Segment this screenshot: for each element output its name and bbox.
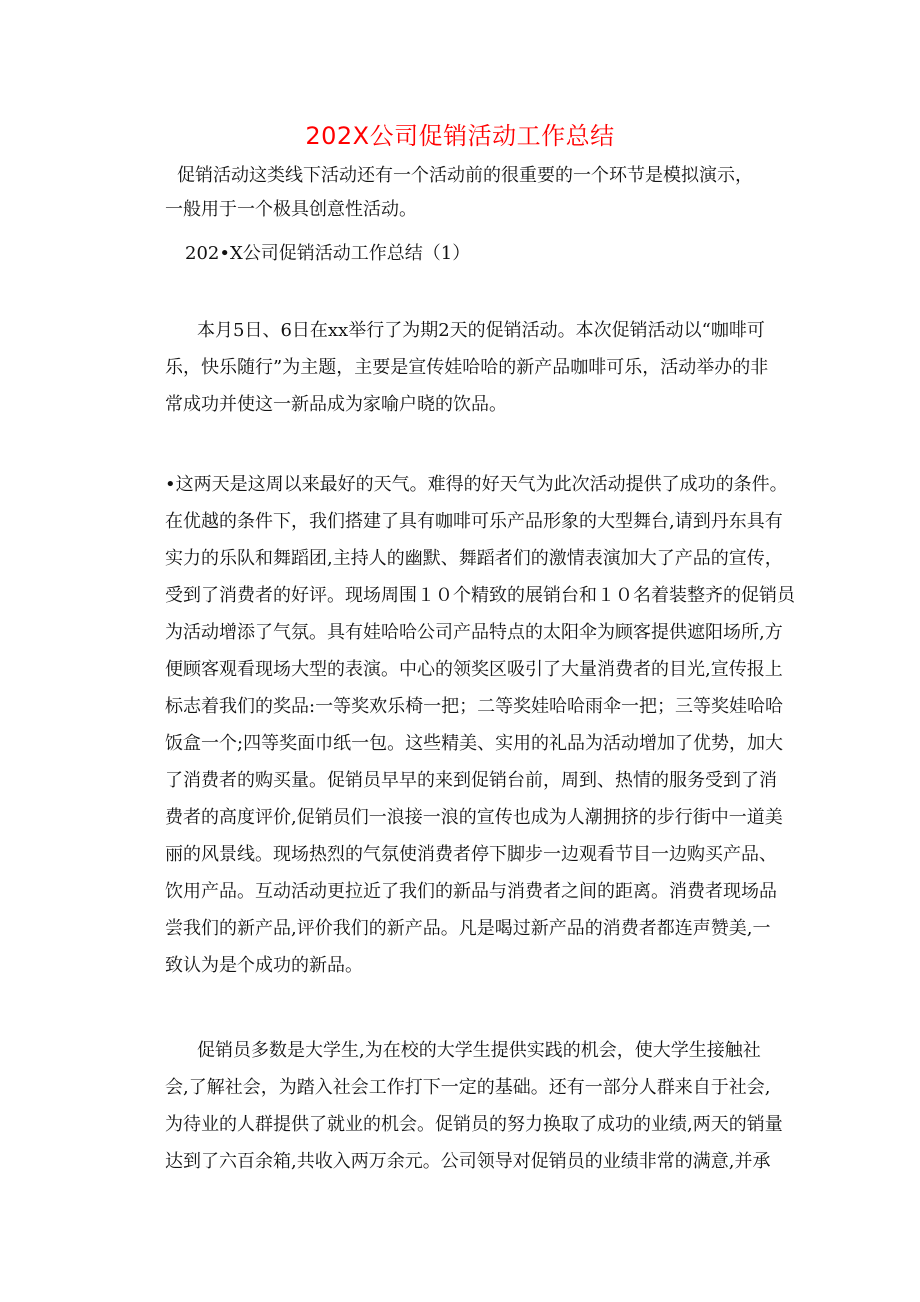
section-subtitle xyxy=(185,235,825,272)
text-line: 尝我们的新产品,评价我们的新产品。凡是喝过新产品的消费者都连声赞美,一 xyxy=(165,918,771,939)
text-line: 便顾客观看现场大型的表演。中心的领奖区吸引了大量消费者的目光,宣传报上 xyxy=(165,659,783,680)
text-line: 一般用于一个极具创意性活动。 xyxy=(165,199,417,220)
paragraph-3 xyxy=(165,1032,805,1180)
text-line: 常成功并使这一新品成为家喻户晓的饮品。 xyxy=(165,394,507,415)
text-line: 饮用产品。互动活动更拉近了我们的新品与消费者之间的距离。消费者现场品 xyxy=(165,881,777,902)
text-line: 饭盒一个;四等奖面巾纸一包。这些精美、实用的礼品为活动增加了优势，加大 xyxy=(165,733,784,754)
text-line: 致认为是个成功的新品。 xyxy=(165,955,363,976)
text-line: 为活动增添了气氛。具有娃哈哈公司产品特点的太阳伞为顾客提供遮阳场所,方 xyxy=(165,622,783,643)
text-line: •这两天是这周以来最好的天气。难得的好天气为此次活动提供了成功的条件。 xyxy=(165,474,788,495)
text-line: 实力的乐队和舞蹈团,主持人的幽默、舞蹈者们的激情表演加大了产品的宣传， xyxy=(165,548,783,569)
text-line: 会,了解社会，为踏入社会工作打下一定的基础。还有一部分人群来自于社会, xyxy=(165,1077,771,1098)
text-line: 了消费者的购买量。促销员早早的来到促销台前，周到、热情的服务受到了消 xyxy=(165,770,777,791)
text-line: 为待业的人群提供了就业的机会。促销员的努力换取了成功的业绩,两天的销量 xyxy=(165,1114,783,1135)
text-line: 标志着我们的奖品:一等奖欢乐椅一把；二等奖娃哈哈雨伞一把；三等奖娃哈哈 xyxy=(165,696,784,717)
intro-paragraph xyxy=(165,159,805,227)
document-title: 202X公司促销活动工作总结 xyxy=(305,122,615,150)
subtitle-text: 202•X公司促销活动工作总结（1） xyxy=(185,243,471,264)
paragraph-1 xyxy=(165,312,805,423)
text-line: 促销员多数是大学生,为在校的大学生提供实践的机会，使大学生接触社 xyxy=(197,1040,761,1061)
text-line: 达到了六百余箱,共收入两万余元。公司领导对促销员的业绩非常的满意,并承 xyxy=(165,1151,771,1172)
text-line: 丽的风景线。现场热烈的气氛使消费者停下脚步一边观看节目一边购买产品、 xyxy=(165,844,777,865)
text-line: 本月5日、6日在xx举行了为期2天的促销活动。本次促销活动以“咖啡可 xyxy=(197,320,765,341)
text-line: 促销活动这类线下活动还有一个活动前的很重要的一个环节是模拟演示， xyxy=(177,165,753,186)
text-line: 乐，快乐随行”为主题，主要是宣传娃哈哈的新产品咖啡可乐，活动举办的非 xyxy=(165,357,769,378)
text-line: 受到了消费者的好评。现场周围１０个精致的展销台和１０名着装整齐的促销员 xyxy=(165,585,795,606)
paragraph-2 xyxy=(165,466,805,984)
text-line: 费者的高度评价,促销员们一浪接一浪的宣传也成为人潮拥挤的步行街中一道美 xyxy=(165,807,783,828)
text-line: 在优越的条件下，我们搭建了具有咖啡可乐产品形象的大型舞台,请到丹东具有 xyxy=(165,511,783,532)
